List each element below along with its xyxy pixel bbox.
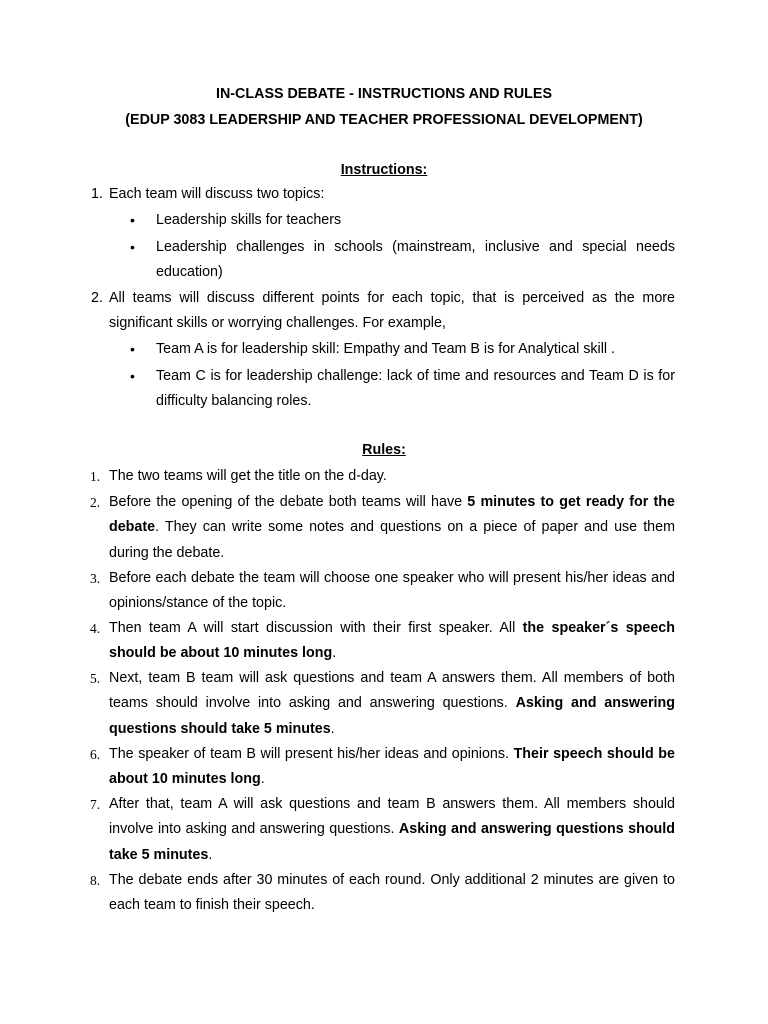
rule-number: 5. <box>90 671 101 686</box>
rule-text-plain: . <box>332 645 337 662</box>
rule-text-bold: the speaker´s speech should be about 10 minutes long <box>109 620 675 662</box>
rule-text <box>109 868 675 919</box>
rule-text-plain: Then team A will start discussion with their first speaker. All <box>109 620 523 636</box>
rule-text-bold: Their speech should be about 10 minutes long <box>109 746 675 788</box>
rule-text-plain: . <box>330 720 335 737</box>
rule-number: 8. <box>90 873 101 888</box>
rule-text-bold: Asking and answering questions should take 5 minutes <box>109 695 675 737</box>
rule-text-plain: Before the opening of the debate both teams will have <box>109 494 468 510</box>
rule-text-plain: Next, team B team will ask questions and team A answers them. All members of both teams should involve into asking and answering questions. <box>109 670 675 712</box>
rule-number: 4. <box>90 621 101 636</box>
rule-text <box>109 464 675 489</box>
rule-text-plain: Before each debate the team will choose one speaker who will present his/her ideas and opinions/stance of the topic. <box>109 570 675 612</box>
rule-text <box>109 616 675 667</box>
instruction-bullet: Leadership challenges in schools (mainstream, inclusive and special needs education) <box>156 239 675 281</box>
rule-text <box>109 742 675 793</box>
rule-text <box>109 490 675 566</box>
instruction-bullet: Leadership skills for teachers <box>156 212 342 228</box>
rule-number: 3. <box>90 571 101 586</box>
instructions-heading: Instructions: <box>340 162 428 178</box>
rule-number: 2. <box>90 495 101 510</box>
instruction-text: All teams will discuss different points for each topic, that is perceived as the more significant skills or worrying challenges. For example, <box>109 290 675 332</box>
rule-text-plain: . <box>260 771 265 788</box>
rule-text-plain: The debate ends after 30 minutes of each round. Only additional 2 minutes are given to each team to finish their speech. <box>109 872 675 914</box>
rule-number: 1. <box>90 469 101 484</box>
rule-number: 6. <box>90 747 101 762</box>
bullet-icon: • <box>130 239 135 255</box>
instruction-bullet: Team A is for leadership skill: Empathy and Team B is for Analytical skill . <box>156 341 616 357</box>
rule-text-plain: The speaker of team B will present his/her ideas and opinions. <box>109 746 514 762</box>
rule-number: 7. <box>90 797 101 812</box>
instruction-number: 1. <box>91 186 103 202</box>
rule-text-plain: The two teams will get the title on the d-day. <box>109 468 387 484</box>
rule-text-plain: . <box>208 846 213 863</box>
rule-text-bold: Asking and answering questions should take 5 minutes <box>109 821 675 863</box>
rule-text-plain: . They can write some notes and questions on a piece of paper and use them during the debate. <box>109 519 675 561</box>
document-title: IN-CLASS DEBATE - INSTRUCTIONS AND RULES <box>216 86 552 102</box>
instruction-text: Each team will discuss two topics: <box>109 186 325 202</box>
rule-text <box>109 566 675 617</box>
rule-text-bold: 5 minutes to get ready for the debate <box>109 494 675 536</box>
document-subtitle: (EDUP 3083 LEADERSHIP AND TEACHER PROFESSIONAL DEVELOPMENT) <box>125 112 643 128</box>
bullet-icon: • <box>130 341 135 357</box>
bullet-icon: • <box>130 212 135 228</box>
rules-heading: Rules: <box>362 442 406 458</box>
instruction-number: 2. <box>91 290 103 306</box>
rule-text-plain: After that, team A will ask questions and team B answers them. All members should involve into asking and answering questions. <box>109 796 675 838</box>
bullet-icon: • <box>130 368 135 384</box>
rule-text <box>109 666 675 742</box>
instruction-bullet: Team C is for leadership challenge: lack of time and resources and Team D is for difficulty balancing roles. <box>156 368 675 410</box>
rule-text <box>109 792 675 868</box>
